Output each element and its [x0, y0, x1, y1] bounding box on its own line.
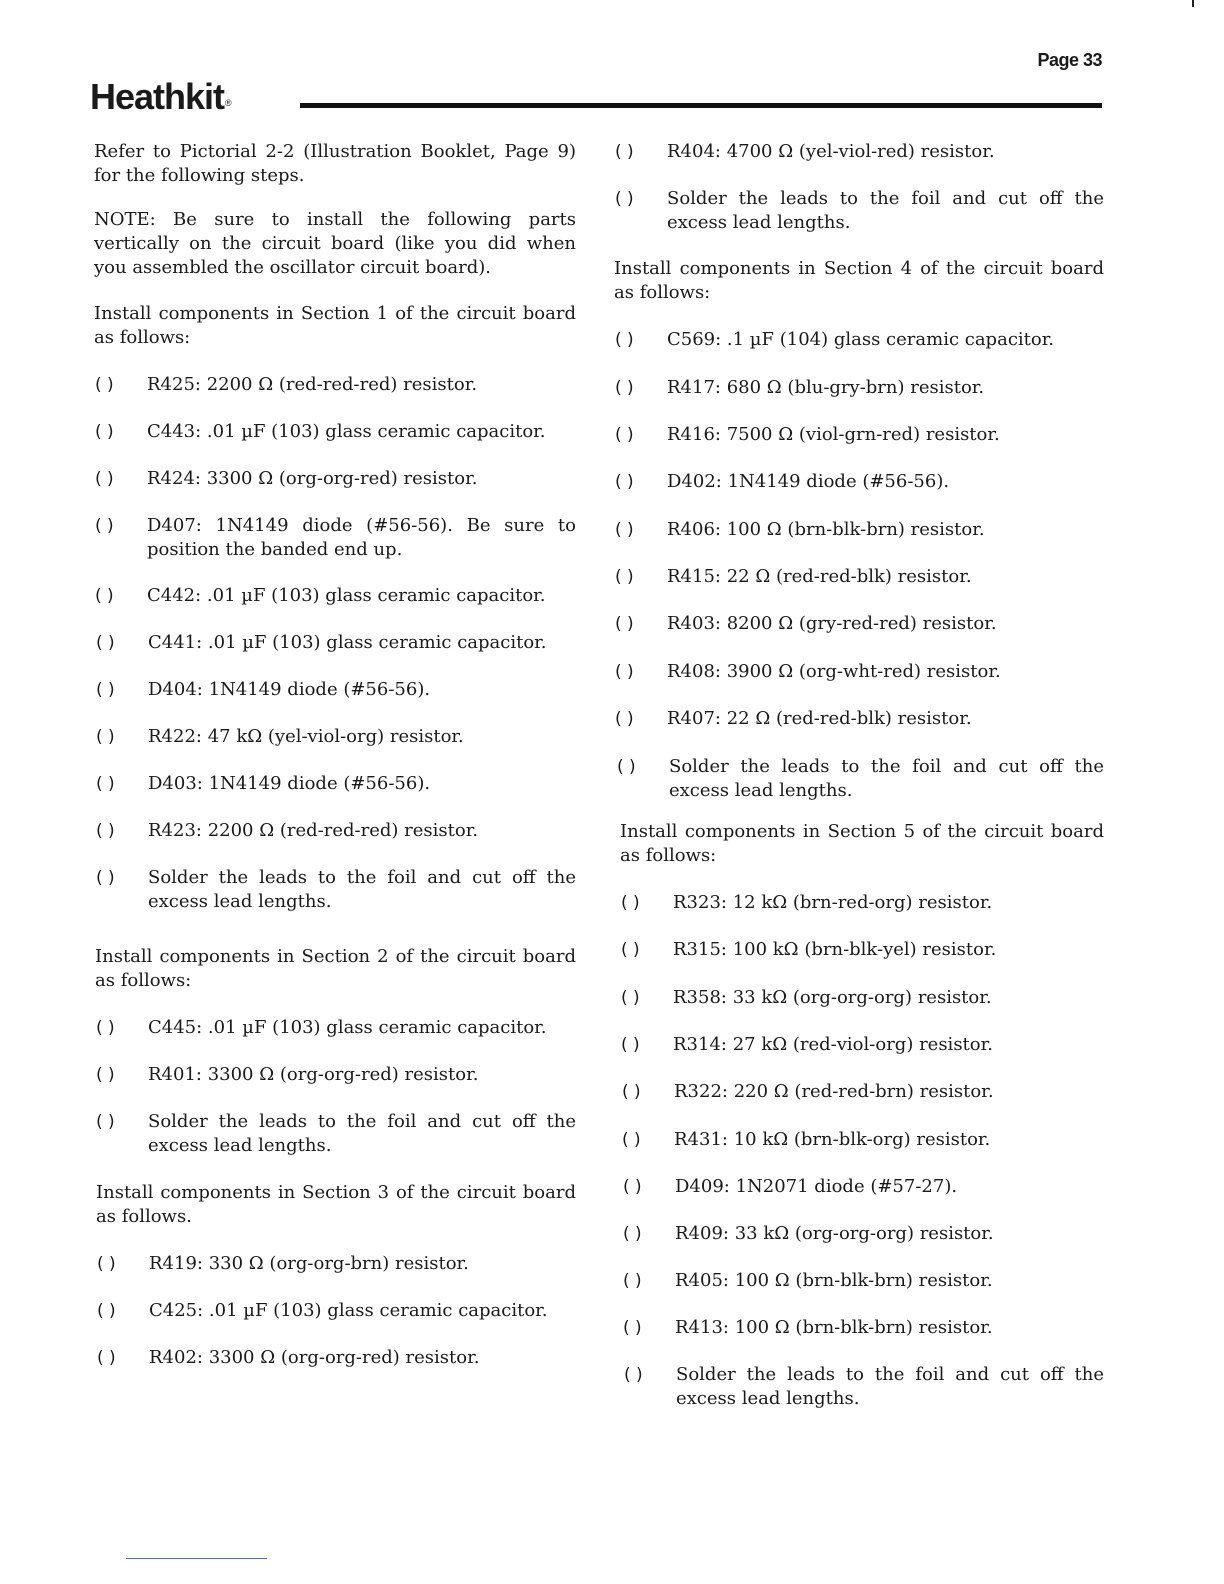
heathkit-logo	[90, 75, 231, 119]
checklist-step	[95, 1110, 576, 1158]
instruction-paragraph: Refer to Pictorial 2-2 (Illustration Booklet, Page 9) for the following steps.	[94, 141, 576, 186]
step-checkbox[interactable]: ( )	[96, 1018, 115, 1038]
checklist-step	[96, 1346, 576, 1370]
checklist-step	[614, 470, 1104, 494]
checklist-step	[614, 612, 1104, 636]
page-number: Page 33	[1037, 50, 1102, 70]
step-text: R405: 100 Ω (brn-blk-brn) resistor.	[675, 1270, 993, 1291]
step-checkbox[interactable]: ( )	[96, 821, 115, 841]
step-checkbox[interactable]: ( )	[95, 375, 114, 395]
step-checkbox[interactable]: ( )	[95, 586, 114, 606]
step-text: C442: .01 µF (103) glass ceramic capacitor.	[147, 585, 546, 606]
checklist-step	[616, 755, 1104, 803]
checklist-step	[94, 467, 576, 491]
instruction-paragraph: Install components in Section 5 of the circuit board as follows:	[620, 821, 1104, 866]
instruction-paragraph: Install components in Section 1 of the circuit board as follows:	[94, 303, 576, 348]
step-checkbox[interactable]: ( )	[623, 1318, 642, 1338]
step-text: D409: 1N2071 diode (#57-27).	[675, 1176, 958, 1197]
checklist-step	[94, 373, 576, 397]
scan-corner-mark	[1192, 0, 1194, 7]
checklist-step	[96, 1252, 576, 1276]
step-checkbox[interactable]: ( )	[623, 1224, 642, 1244]
checklist-step	[95, 1016, 576, 1040]
step-checkbox[interactable]: ( )	[615, 520, 634, 540]
checklist-step	[622, 1269, 1104, 1293]
checklist-step	[95, 819, 576, 843]
step-text: D402: 1N4149 diode (#56-56).	[667, 471, 950, 492]
step-checkbox[interactable]: ( )	[615, 614, 634, 634]
checklist-step	[614, 565, 1104, 589]
checklist-step	[623, 1363, 1104, 1411]
step-text: Solder the leads to the foil and cut off the excess lead lengths.	[148, 867, 576, 912]
step-checkbox[interactable]: ( )	[96, 1065, 115, 1085]
step-checkbox[interactable]: ( )	[615, 709, 634, 729]
checklist-step	[614, 707, 1104, 731]
checklist-step	[94, 420, 576, 444]
step-text: C425: .01 µF (103) glass ceramic capacitor.	[149, 1300, 548, 1321]
step-text: Solder the leads to the foil and cut off the excess lead lengths.	[667, 188, 1104, 233]
header-rule	[300, 103, 1102, 108]
step-text: R417: 680 Ω (blu-gry-brn) resistor.	[667, 377, 985, 398]
step-text: Solder the leads to the foil and cut off the excess lead lengths.	[148, 1111, 576, 1156]
instruction-paragraph: Install components in Section 2 of the circuit board as follows:	[95, 946, 576, 991]
checklist-step	[621, 1080, 1104, 1104]
step-text: R358: 33 kΩ (org-org-org) resistor.	[673, 987, 992, 1008]
step-text: C443: .01 µF (103) glass ceramic capacitor.	[147, 421, 546, 442]
step-checkbox[interactable]: ( )	[621, 988, 640, 1008]
step-text: R416: 7500 Ω (viol-grn-red) resistor.	[667, 424, 1000, 445]
checklist-step	[95, 772, 576, 796]
checklist-step	[95, 725, 576, 749]
step-text: D403: 1N4149 diode (#56-56).	[148, 773, 431, 794]
step-checkbox[interactable]: ( )	[95, 516, 114, 536]
step-text: R403: 8200 Ω (gry-red-red) resistor.	[667, 613, 997, 634]
step-text: R314: 27 kΩ (red-viol-org) resistor.	[673, 1034, 993, 1055]
step-checkbox[interactable]: ( )	[623, 1177, 642, 1197]
checklist-step	[94, 514, 576, 562]
step-text: Solder the leads to the foil and cut off the excess lead lengths.	[676, 1364, 1104, 1409]
checklist-step	[95, 678, 576, 702]
step-text: Solder the leads to the foil and cut off the excess lead lengths.	[669, 756, 1104, 801]
step-text: D404: 1N4149 diode (#56-56).	[148, 679, 431, 700]
checklist-step	[614, 328, 1104, 352]
step-text: R404: 4700 Ω (yel-viol-red) resistor.	[667, 141, 995, 162]
step-text: C569: .1 µF (104) glass ceramic capacitor.	[667, 329, 1055, 350]
step-text: R323: 12 kΩ (brn-red-org) resistor.	[673, 892, 993, 913]
step-text: R402: 3300 Ω (org-org-red) resistor.	[149, 1347, 480, 1368]
step-checkbox[interactable]: ( )	[615, 189, 634, 209]
step-text: R431: 10 kΩ (brn-blk-org) resistor.	[674, 1129, 991, 1150]
step-text: D407: 1N4149 diode (#56-56). Be sure to position the banded end up.	[147, 515, 576, 560]
step-checkbox[interactable]: ( )	[615, 378, 634, 398]
step-checkbox[interactable]: ( )	[621, 1035, 640, 1055]
instruction-paragraph: Install components in Section 4 of the circuit board as follows:	[614, 258, 1104, 303]
step-checkbox[interactable]: ( )	[96, 1112, 115, 1132]
checklist-step	[614, 518, 1104, 542]
step-checkbox[interactable]: ( )	[621, 940, 640, 960]
brand-name: Heathkit	[90, 76, 225, 117]
step-text: R413: 100 Ω (brn-blk-brn) resistor.	[675, 1317, 993, 1338]
step-text: R422: 47 kΩ (yel-viol-org) resistor.	[148, 726, 464, 747]
step-checkbox[interactable]: ( )	[615, 662, 634, 682]
checklist-step	[96, 1299, 576, 1323]
step-checkbox[interactable]: ( )	[96, 633, 115, 653]
checklist-step	[95, 1063, 576, 1087]
step-checkbox[interactable]: ( )	[615, 567, 634, 587]
checklist-step	[620, 1033, 1104, 1057]
checklist-step	[620, 986, 1104, 1010]
step-checkbox[interactable]: ( )	[615, 425, 634, 445]
step-text: C441: .01 µF (103) glass ceramic capacitor.	[148, 632, 547, 653]
step-checkbox[interactable]: ( )	[624, 1365, 643, 1385]
step-text: R401: 3300 Ω (org-org-red) resistor.	[148, 1064, 479, 1085]
checklist-step	[614, 423, 1104, 447]
step-text: C445: .01 µF (103) glass ceramic capacitor.	[148, 1017, 547, 1038]
step-checkbox[interactable]: ( )	[97, 1348, 116, 1368]
checklist-step	[614, 660, 1104, 684]
step-text: R406: 100 Ω (brn-blk-brn) resistor.	[667, 519, 985, 540]
checklist-step	[95, 631, 576, 655]
step-checkbox[interactable]: ( )	[622, 1130, 641, 1150]
checklist-step	[622, 1222, 1104, 1246]
checklist-step	[94, 584, 576, 608]
step-text: R415: 22 Ω (red-red-blk) resistor.	[667, 566, 972, 587]
step-text: R425: 2200 Ω (red-red-red) resistor.	[147, 374, 478, 395]
instruction-paragraph: NOTE: Be sure to install the following parts vertically on the circuit board (like you did when you assembled the oscillator circuit board).	[94, 209, 576, 278]
step-checkbox[interactable]: ( )	[95, 469, 114, 489]
checklist-step	[622, 1175, 1104, 1199]
checklist-step	[622, 1316, 1104, 1340]
step-text: R424: 3300 Ω (org-org-red) resistor.	[147, 468, 478, 489]
step-text: R409: 33 kΩ (org-org-org) resistor.	[675, 1223, 994, 1244]
step-checkbox[interactable]: ( )	[615, 330, 634, 350]
step-text: R315: 100 kΩ (brn-blk-yel) resistor.	[673, 939, 997, 960]
bottom-underline	[126, 1558, 267, 1559]
step-text: R419: 330 Ω (org-org-brn) resistor.	[149, 1253, 469, 1274]
checklist-step	[95, 866, 576, 914]
step-checkbox[interactable]: ( )	[97, 1301, 116, 1321]
step-checkbox[interactable]: ( )	[615, 142, 634, 162]
step-text: R322: 220 Ω (red-red-brn) resistor.	[674, 1081, 994, 1102]
step-checkbox[interactable]: ( )	[96, 680, 115, 700]
checklist-step	[614, 140, 1104, 164]
step-checkbox[interactable]: ( )	[615, 472, 634, 492]
registered-mark: ®	[225, 98, 231, 108]
step-checkbox[interactable]: ( )	[621, 893, 640, 913]
step-checkbox[interactable]: ( )	[623, 1271, 642, 1291]
checklist-step	[614, 376, 1104, 400]
step-checkbox[interactable]: ( )	[617, 757, 636, 777]
step-checkbox[interactable]: ( )	[97, 1254, 116, 1274]
checklist-step	[614, 187, 1104, 235]
step-checkbox[interactable]: ( )	[96, 774, 115, 794]
checklist-step	[621, 1128, 1104, 1152]
step-checkbox[interactable]: ( )	[96, 868, 115, 888]
step-checkbox[interactable]: ( )	[95, 422, 114, 442]
step-checkbox[interactable]: ( )	[622, 1082, 641, 1102]
step-text: R423: 2200 Ω (red-red-red) resistor.	[148, 820, 479, 841]
step-text: R407: 22 Ω (red-red-blk) resistor.	[667, 708, 972, 729]
instruction-paragraph: Install components in Section 3 of the circuit board as follows.	[96, 1182, 576, 1227]
checklist-step	[620, 891, 1104, 915]
step-checkbox[interactable]: ( )	[96, 727, 115, 747]
checklist-step	[620, 938, 1104, 962]
step-text: R408: 3900 Ω (org-wht-red) resistor.	[667, 661, 1001, 682]
